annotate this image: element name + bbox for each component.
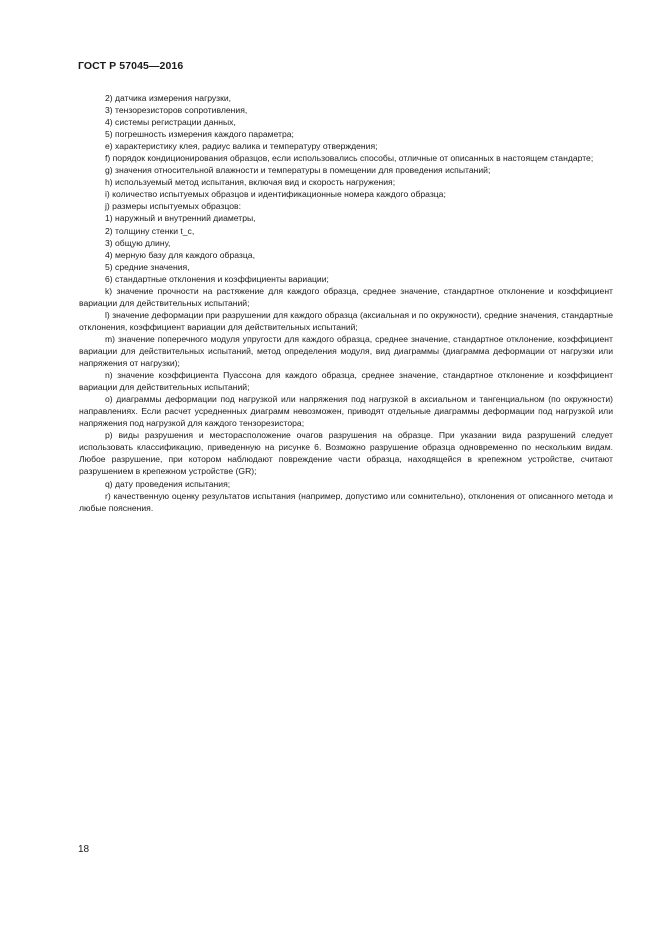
- list-item: 6) стандартные отклонения и коэффициенты вариации;: [105, 273, 329, 284]
- list-item: r) качественную оценку результатов испытания (например, допустимо или сомнительно), отклонения от описанного метода и любые пояснения.: [79, 490, 613, 513]
- list-item: i) количество испытуемых образцов и идентификационные номера каждого образца;: [105, 189, 446, 200]
- page-number: 18: [78, 844, 90, 855]
- list-item: е) характеристику клея, радиус валика и температуру отверждения;: [105, 141, 378, 152]
- list-item: р) виды разрушения и месторасположение очагов разрушения на образце. При указании вида разрушений следует использовать классификацию, приведенную на рисунке 6. Возможно разрушение образца одновременно по нескольким видам. Любое разрушение, при котором наблюдают повреждение части образца, находящейся в крепежном устройстве, считают разрушением в крепежном устройстве (GR);: [79, 430, 613, 477]
- list-item: 4) системы регистрации данных,: [105, 117, 236, 128]
- list-item: h) используемый метод испытания, включая вид и скорость нагружения;: [105, 177, 396, 188]
- list-item: l) значение деформации при разрушении для каждого образца (аксиальная и по окружности), средние значения, стандартные отклонения, коэффициент вариации для действительных испытаний;: [79, 309, 613, 332]
- document-body: [79, 92, 613, 514]
- list-item: j) размеры испытуемых образцов:: [105, 201, 241, 212]
- list-item: 5) погрешность измерения каждого параметра;: [105, 129, 294, 140]
- list-item: 2) датчика измерения нагрузки,: [105, 93, 232, 103]
- standard-title: ГОСТ Р 57045—2016: [78, 60, 184, 72]
- list-item: 3) общую длину,: [105, 237, 171, 248]
- list-item: g) значения относительной влажности и температуры в помещении для проведения испытаний;: [105, 165, 491, 176]
- list-item: n) значение коэффициента Пуассона для каждого образца, среднее значение, стандартное отклонение и коэффициент вариации для действительных испытаний;: [79, 370, 613, 393]
- list-item: q) дату проведения испытания;: [105, 478, 231, 489]
- list-item: k) значение прочности на растяжение для каждого образца, среднее значение, стандартное отклонение и коэффициент вариации для действительных испытаний;: [79, 285, 613, 308]
- list-item: 3) тензорезисторов сопротивления,: [105, 105, 248, 116]
- list-item: 1) наружный и внутренний диаметры,: [105, 213, 256, 224]
- list-item: m) значение поперечного модуля упругости для каждого образца, среднее значение, стандартное отклонение, коэффициент вариации для действительных испытаний, метод определения модуля, вид диаграммы (диаграмма деформации от нагрузки или напряжения от нагрузки);: [79, 333, 613, 369]
- list-item: 2) толщину стенки t_c,: [105, 225, 195, 236]
- list-item: 4) мерную базу для каждого образца,: [105, 249, 255, 260]
- list-item: о) диаграммы деформации под нагрузкой или напряжения под нагрузкой в аксиальном и тангенциальном (по окружности) направлениях. Если расчет усредненных диаграмм невозможен, приводят отдельные диаграммы деформации под нагрузкой или напряжения под нагрузкой для каждого тензорезистора;: [79, 394, 613, 429]
- list-item: f) порядок кондиционирования образцов, если использовались способы, отличные от описанных в настоящем стандарте;: [105, 153, 594, 164]
- list-item: 5) средние значения,: [105, 261, 190, 272]
